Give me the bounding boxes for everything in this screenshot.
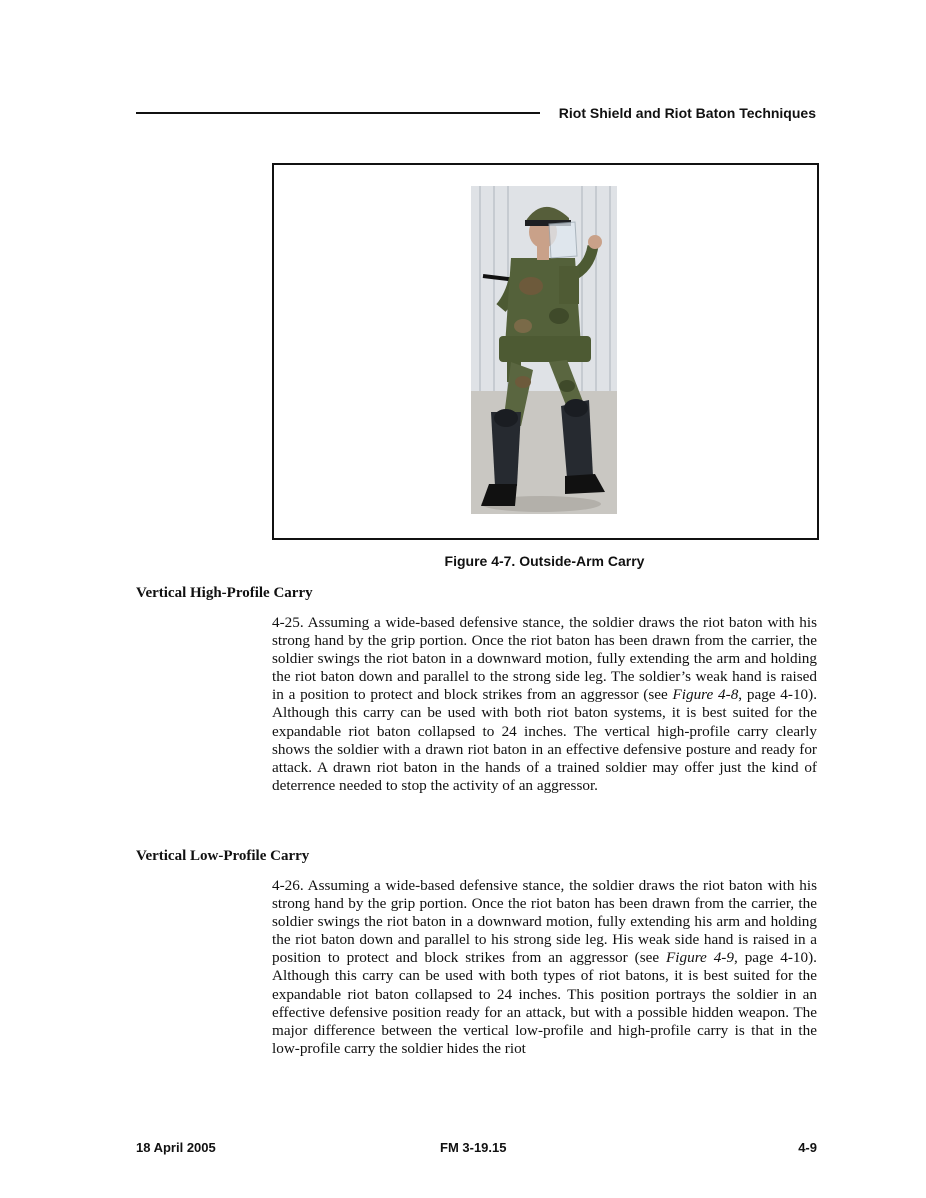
- figure-caption: Figure 4-7. Outside-Arm Carry: [444, 553, 645, 569]
- footer-page-number: 4-9: [798, 1140, 817, 1155]
- figure-frame: [272, 163, 819, 540]
- section-heading-low-profile: Vertical Low-Profile Carry: [136, 848, 310, 864]
- running-header: Riot Shield and Riot Baton Techniques: [558, 105, 816, 121]
- soldier-photo: [471, 186, 617, 514]
- figure-4-8-reference: Figure 4-8: [672, 686, 739, 704]
- paragraph-4-26: 4-26. Assuming a wide-based defensive stance, the soldier draws the riot baton with his strong hand by the grip portion. Once the riot baton has been drawn from the carrier, the soldier swings the riot baton in a downward motion, fully extending his arm and holding the riot baton down and parallel to his strong side leg. His weak side hand is raised in a position to protect and block strikes from an aggressor (see Figure 4-9, page 4-10). Although this carry can be used with both types of riot batons, it is best suited for the expandable riot baton collapsed to 24 inches. This position portrays the soldier in an effective defensive position ready for an attack, but with a possible hidden weapon. The major difference between the vertical low-profile and high-profile carry is that in the low-profile carry the soldier hides the riot: [272, 877, 817, 1057]
- figure-4-9-reference: Figure 4-9: [666, 949, 734, 967]
- paragraph-4-25: 4-25. Assuming a wide-based defensive stance, the soldier draws the riot baton with his strong hand by the grip portion. Once the riot baton has been drawn from the carrier, the soldier swings the riot baton in a downward motion, fully extending the arm and holding the riot baton down and parallel to the strong side leg. The soldier’s weak hand is raised in a position to protect and block strikes from an aggressor (see Figure 4-8, page 4-10). Although this carry can be used with both riot baton systems, it is best suited for the expandable riot baton collapsed to 24 inches. The vertical high-profile carry clearly shows the soldier with a drawn riot baton in an effective defensive posture and ready for attack. A drawn riot baton in the hands of a trained soldier may offer just the kind of deterrence needed to stop the activity of an aggressor.: [272, 614, 817, 794]
- header-rule: [136, 112, 540, 114]
- footer-date: 18 April 2005: [136, 1140, 216, 1155]
- section-heading-high-profile: Vertical High-Profile Carry: [136, 585, 313, 601]
- footer-manual-number: FM 3-19.15: [440, 1140, 507, 1155]
